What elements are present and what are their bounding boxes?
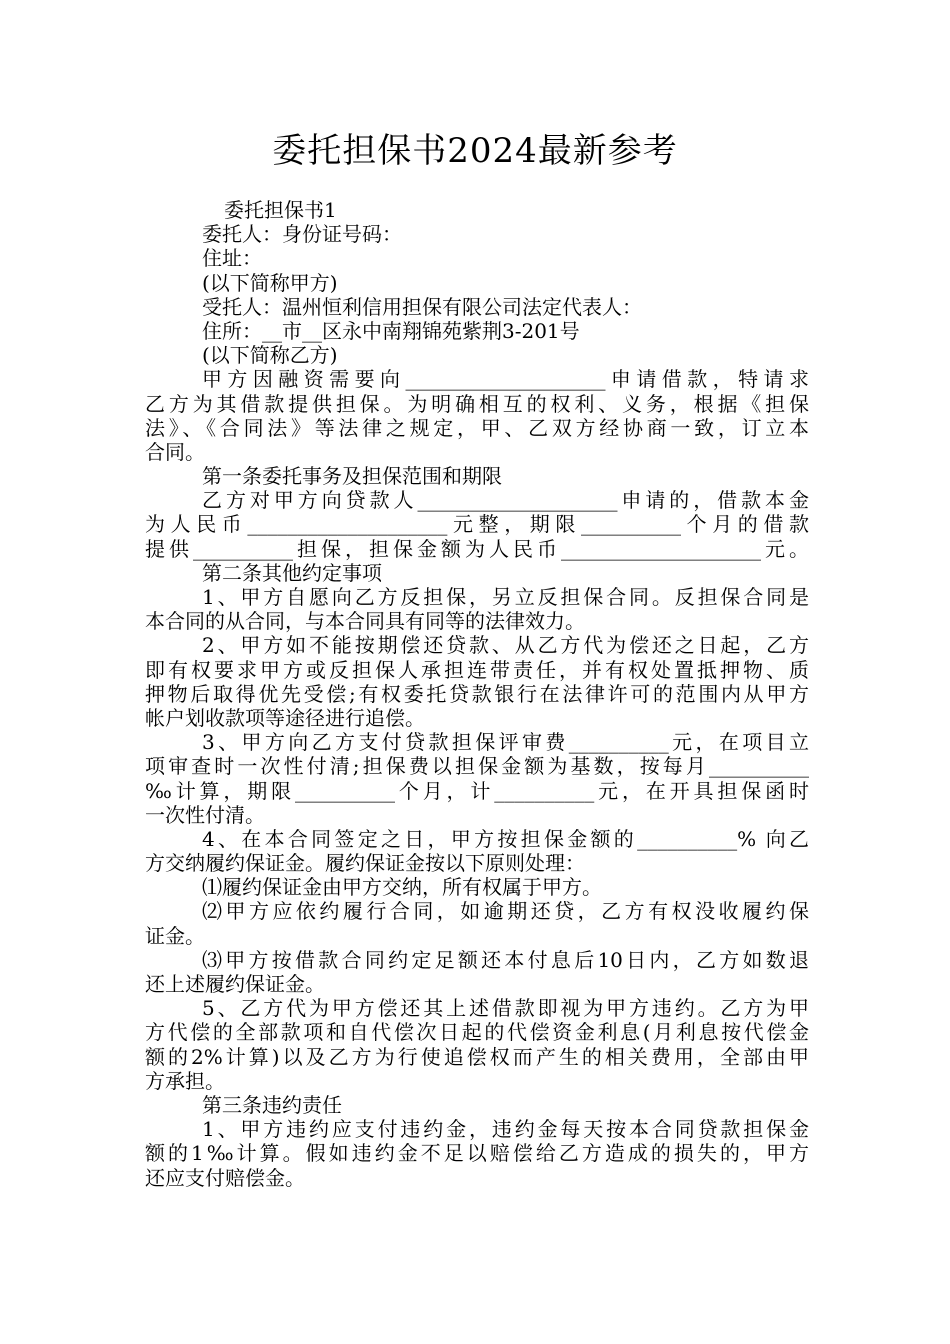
text-line: 乙方为其借款提供担保。为明确相互的权利、义务，根据《担保 <box>145 391 809 416</box>
text-line: 3、甲方向乙方支付贷款担保评审费__________元，在项目立 <box>202 730 809 755</box>
text-line: ‰计算，期限__________个月，计__________元，在开具担保函时 <box>145 778 809 803</box>
text-line: 4、在本合同签定之日，甲方按担保金额的__________% 向乙 <box>202 826 809 851</box>
text-line: 委托担保书1 <box>224 198 337 222</box>
text-line: 还上述履约保证金。 <box>145 972 325 996</box>
text-line: (以下简称甲方) <box>202 270 338 295</box>
text-line: 额的2%计算)以及乙方为行使追偿权而产生的相关费用，全部由甲 <box>145 1044 809 1069</box>
text-line: 住所：__市__区永中南翔锦苑紫荆3-201号 <box>202 318 580 343</box>
text-line: 押物后取得优先受偿;有权委托贷款银行在法律许可的范围内从甲方 <box>145 681 809 706</box>
text-line: 方代偿的全部款项和自代偿次日起的代偿资金利息(月利息按代偿金 <box>145 1020 809 1045</box>
text-line: 甲方因融资需要向____________________申请借款，特请求 <box>202 367 809 392</box>
text-line: ⑴履约保证金由甲方交纳，所有权属于甲方。 <box>202 875 602 900</box>
text-line: 5、乙方代为甲方偿还其上述借款即视为甲方违约。乙方为甲 <box>202 996 809 1021</box>
text-line: 额的1‰计算。假如违约金不足以赔偿给乙方造成的损失的，甲方 <box>145 1141 809 1166</box>
text-line: 为人民币____________________元整，期限__________个月的借款 <box>145 512 809 537</box>
text-line: 第一条委托事务及担保范围和期限 <box>202 464 502 489</box>
text-line: ⑵甲方应依约履行合同，如逾期还贷，乙方有权没收履约保 <box>202 899 809 924</box>
document-body <box>145 198 809 1190</box>
text-line: 住址： <box>202 246 262 271</box>
text-line: 帐户划收款项等途径进行追偿。 <box>145 705 425 730</box>
text-line: 还应支付赔偿金。 <box>145 1165 305 1190</box>
text-line: 委托人：身份证号码： <box>202 222 402 247</box>
text-line: 2、甲方如不能按期偿还贷款、从乙方代为偿还之日起，乙方 <box>202 633 809 658</box>
document-title: 委托担保书2024最新参考 <box>272 131 678 171</box>
text-line: (以下简称乙方) <box>202 343 338 368</box>
text-line: 乙方对甲方向贷款人____________________申请的，借款本金 <box>202 488 809 513</box>
text-line: ⑶甲方按借款合同约定足额还本付息后10日内，乙方如数退 <box>202 947 809 972</box>
text-line: 提供__________担保，担保金额为人民币____________________元。 <box>145 536 809 561</box>
text-line: 合同。 <box>145 439 205 464</box>
text-line: 1、甲方自愿向乙方反担保，另立反担保合同。反担保合同是 <box>202 585 809 609</box>
text-line: 方交纳履约保证金。履约保证金按以下原则处理： <box>145 851 585 876</box>
text-line: 第三条违约责任 <box>202 1092 342 1117</box>
text-line: 一次性付清。 <box>145 802 265 827</box>
text-line: 法》、《合同法》等法律之规定，甲、乙双方经协商一致，订立本 <box>145 415 809 440</box>
text-line: 受托人：温州恒利信用担保有限公司法定代表人： <box>202 294 642 319</box>
text-line: 证金。 <box>145 923 205 948</box>
text-line: 项审查时一次性付清;担保费以担保金额为基数，按每月__________ <box>145 754 809 779</box>
text-line: 即有权要求甲方或反担保人承担连带责任，并有权处置抵押物、质 <box>145 657 809 682</box>
text-line: 1、甲方违约应支付违约金，违约金每天按本合同贷款担保金 <box>202 1117 809 1142</box>
text-line: 本合同的从合同，与本合同具有同等的法律效力。 <box>145 609 585 634</box>
text-line: 方承担。 <box>145 1068 225 1093</box>
text-line: 第二条其他约定事项 <box>202 560 382 585</box>
